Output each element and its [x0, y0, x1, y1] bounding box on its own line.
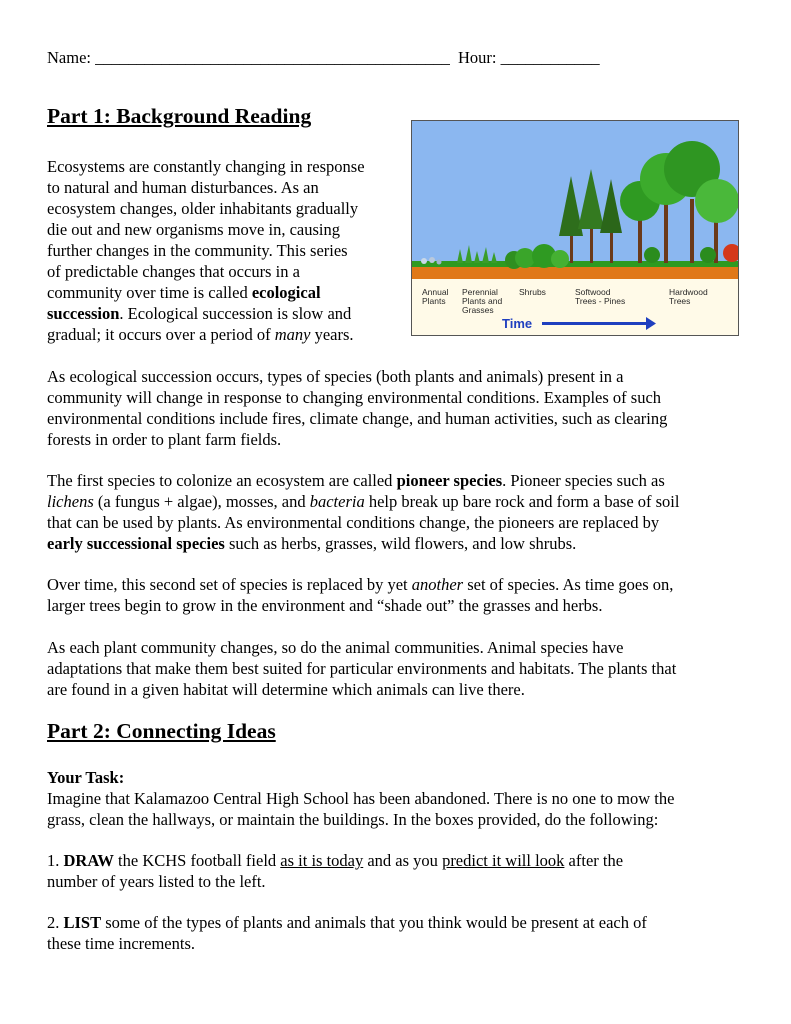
text-run: The first species to colonize an ecosystem are called: [47, 471, 397, 490]
hour-label: Hour:: [457, 48, 497, 67]
stage-label-hardwood: Trees: [669, 296, 691, 306]
text-run: Over time, this second set of species is replaced by yet: [47, 575, 412, 594]
stage-label-perennial: Plants and: [462, 296, 503, 306]
text-run: (a fungus + algae), mosses, and: [93, 492, 310, 511]
name-label: Name:: [47, 48, 91, 67]
paragraph-line: that can be used by plants. As environmental conditions change, the pioneers are replaced by: [47, 513, 660, 532]
text-run: . Ecological succession is slow and: [119, 304, 352, 323]
text-run: some of the types of plants and animals that you think would be present at each of: [101, 913, 647, 932]
text-run: set of species. As time goes on,: [463, 575, 674, 594]
paragraph-line: [47, 470, 665, 491]
emphasis-another: another: [411, 575, 464, 594]
paragraph-line: community will change in response to changing environmental conditions. Examples of such: [47, 388, 662, 407]
task-line: grass, clean the hallways, or maintain the buildings. In the boxes provided, do the following:: [47, 810, 659, 829]
underlined-phrase: as it is today: [280, 851, 364, 870]
instruction-keyword-list: LIST: [63, 913, 102, 932]
paragraph-line: forests in order to plant farm fields.: [47, 430, 282, 449]
time-label: Time: [502, 316, 533, 331]
name-blank[interactable]: ___________________________________________: [95, 48, 450, 67]
intro-line: die out and new organisms move in, causing: [47, 220, 340, 239]
term-bacteria: bacteria: [309, 492, 365, 511]
intro-line: to natural and human disturbances. As an: [47, 178, 319, 197]
paragraph-line: [47, 533, 576, 554]
text-run: such as herbs, grasses, wild flowers, and low shrubs.: [224, 534, 577, 553]
text-run: years.: [310, 325, 354, 344]
intro-line: [47, 324, 354, 345]
task-line: Imagine that Kalamazoo Central High School has been abandoned. There is no one to mow the: [47, 789, 675, 808]
paragraph-line: [47, 574, 673, 595]
term-lichens: lichens: [47, 492, 94, 511]
intro-line: further changes in the community. This series: [47, 241, 348, 260]
paragraph-line: As ecological succession occurs, types of species (both plants and animals) present in a: [47, 367, 624, 386]
soil-band: [412, 266, 738, 279]
stage-label-annual: Plants: [422, 296, 446, 306]
paragraph-line: larger trees begin to grow in the environment and “shade out” the grasses and herbs.: [47, 596, 603, 615]
paragraph-line: adaptations that make them best suited for particular environments and habitats. The plants that: [47, 659, 677, 678]
hour-blank[interactable]: ____________: [500, 48, 600, 67]
text-run: the KCHS football field: [113, 851, 281, 870]
intro-line: [47, 303, 351, 324]
instruction-1-cont: number of years listed to the left.: [47, 872, 266, 891]
paragraph-line: As each plant community changes, so do the animal communities. Animal species have: [47, 638, 624, 657]
intro-line: of predictable changes that occurs in a: [47, 262, 300, 281]
underlined-phrase: predict it will look: [442, 851, 565, 870]
instruction-2: [47, 912, 647, 933]
paragraph-line: [47, 491, 679, 512]
term-pioneer-species: pioneer species: [396, 471, 503, 490]
intro-line: ecosystem changes, older inhabitants gradually: [47, 199, 359, 218]
text-run: after the: [564, 851, 624, 870]
stage-label-shrubs: Shrubs: [519, 287, 546, 297]
instruction-2-cont: these time increments.: [47, 934, 195, 953]
succession-figure: [411, 120, 739, 336]
term-succession: succession: [47, 304, 120, 323]
text-run: . Pioneer species such as: [502, 471, 665, 490]
stage-label-hardwood: Hardwood: [669, 287, 708, 297]
paragraph-line: environmental conditions include fires, climate change, and human activities, such as clearing: [47, 409, 668, 428]
student-info-line: [47, 47, 600, 68]
task-heading-text: Your Task:: [47, 768, 125, 787]
text-run: community over time is called: [47, 283, 252, 302]
term-early-successional: early successional species: [47, 534, 225, 553]
item-number: 2.: [47, 913, 64, 932]
task-heading: [47, 767, 124, 788]
stage-label-softwood: Trees - Pines: [575, 296, 626, 306]
paragraph-line: are found in a given habitat will determine which animals can live there.: [47, 680, 525, 699]
stage-label-softwood: Softwood: [575, 287, 611, 297]
term-ecological: ecological: [251, 283, 321, 302]
text-run: help break up bare rock and form a base of soil: [364, 492, 680, 511]
text-run: and as you: [363, 851, 443, 870]
part2-heading: Part 2: Connecting Ideas: [47, 719, 276, 743]
part1-heading: Part 1: Background Reading: [47, 104, 312, 128]
text-run: gradual; it occurs over a period of: [47, 325, 275, 344]
intro-line: Ecosystems are constantly changing in response: [47, 157, 365, 176]
instruction-1: [47, 850, 623, 871]
stage-label-annual: Annual: [422, 287, 449, 297]
stage-label-perennial: Grasses: [462, 305, 494, 315]
item-number: 1.: [47, 851, 64, 870]
stage-label-perennial: Perennial: [462, 287, 498, 297]
instruction-keyword-draw: DRAW: [63, 851, 114, 870]
intro-line: [47, 282, 321, 303]
succession-illustration: [412, 121, 738, 335]
emphasis-many: many: [274, 325, 311, 344]
